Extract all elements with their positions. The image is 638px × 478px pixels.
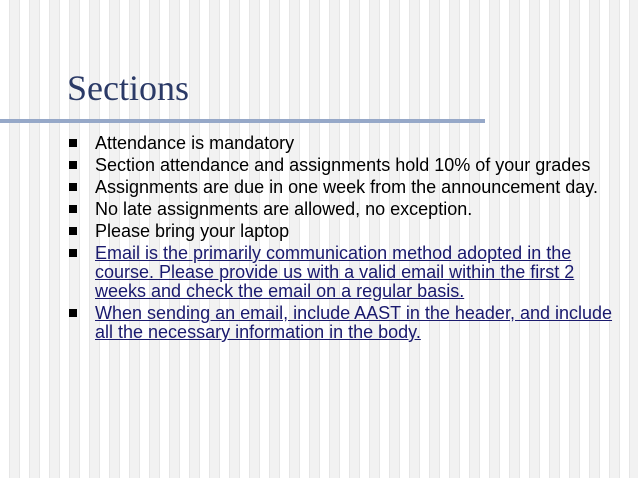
slide-title: Sections bbox=[67, 68, 189, 108]
bullet-item bbox=[67, 156, 619, 175]
email-header-link[interactable]: When sending an email, include AAST in the header, and include all the necessary information in the body. bbox=[95, 303, 613, 342]
bullet-text: Section attendance and assignments hold 10% of your grades bbox=[95, 155, 591, 175]
bullet-item bbox=[67, 304, 619, 342]
square-bullet-icon bbox=[69, 249, 77, 257]
bullet-item bbox=[67, 222, 619, 241]
bullet-list bbox=[67, 134, 619, 345]
bullet-text: No late assignments are allowed, no exception. bbox=[95, 199, 473, 219]
bullet-item bbox=[67, 134, 619, 153]
email-policy-link[interactable]: Email is the primarily communication method adopted in the course. Please provide us with a valid email within the first 2 weeks and check the email on a regular basis. bbox=[95, 243, 575, 301]
square-bullet-icon bbox=[69, 227, 77, 235]
bullet-text: Attendance is mandatory bbox=[95, 133, 295, 153]
bullet-text: Please bring your laptop bbox=[95, 221, 290, 241]
title-divider bbox=[0, 119, 485, 123]
bullet-item bbox=[67, 200, 619, 219]
square-bullet-icon bbox=[69, 205, 77, 213]
bullet-item bbox=[67, 178, 619, 197]
bullet-item bbox=[67, 244, 619, 301]
square-bullet-icon bbox=[69, 139, 77, 147]
bullet-text: Assignments are due in one week from the announcement day. bbox=[95, 177, 598, 197]
square-bullet-icon bbox=[69, 183, 77, 191]
square-bullet-icon bbox=[69, 309, 77, 317]
square-bullet-icon bbox=[69, 161, 77, 169]
